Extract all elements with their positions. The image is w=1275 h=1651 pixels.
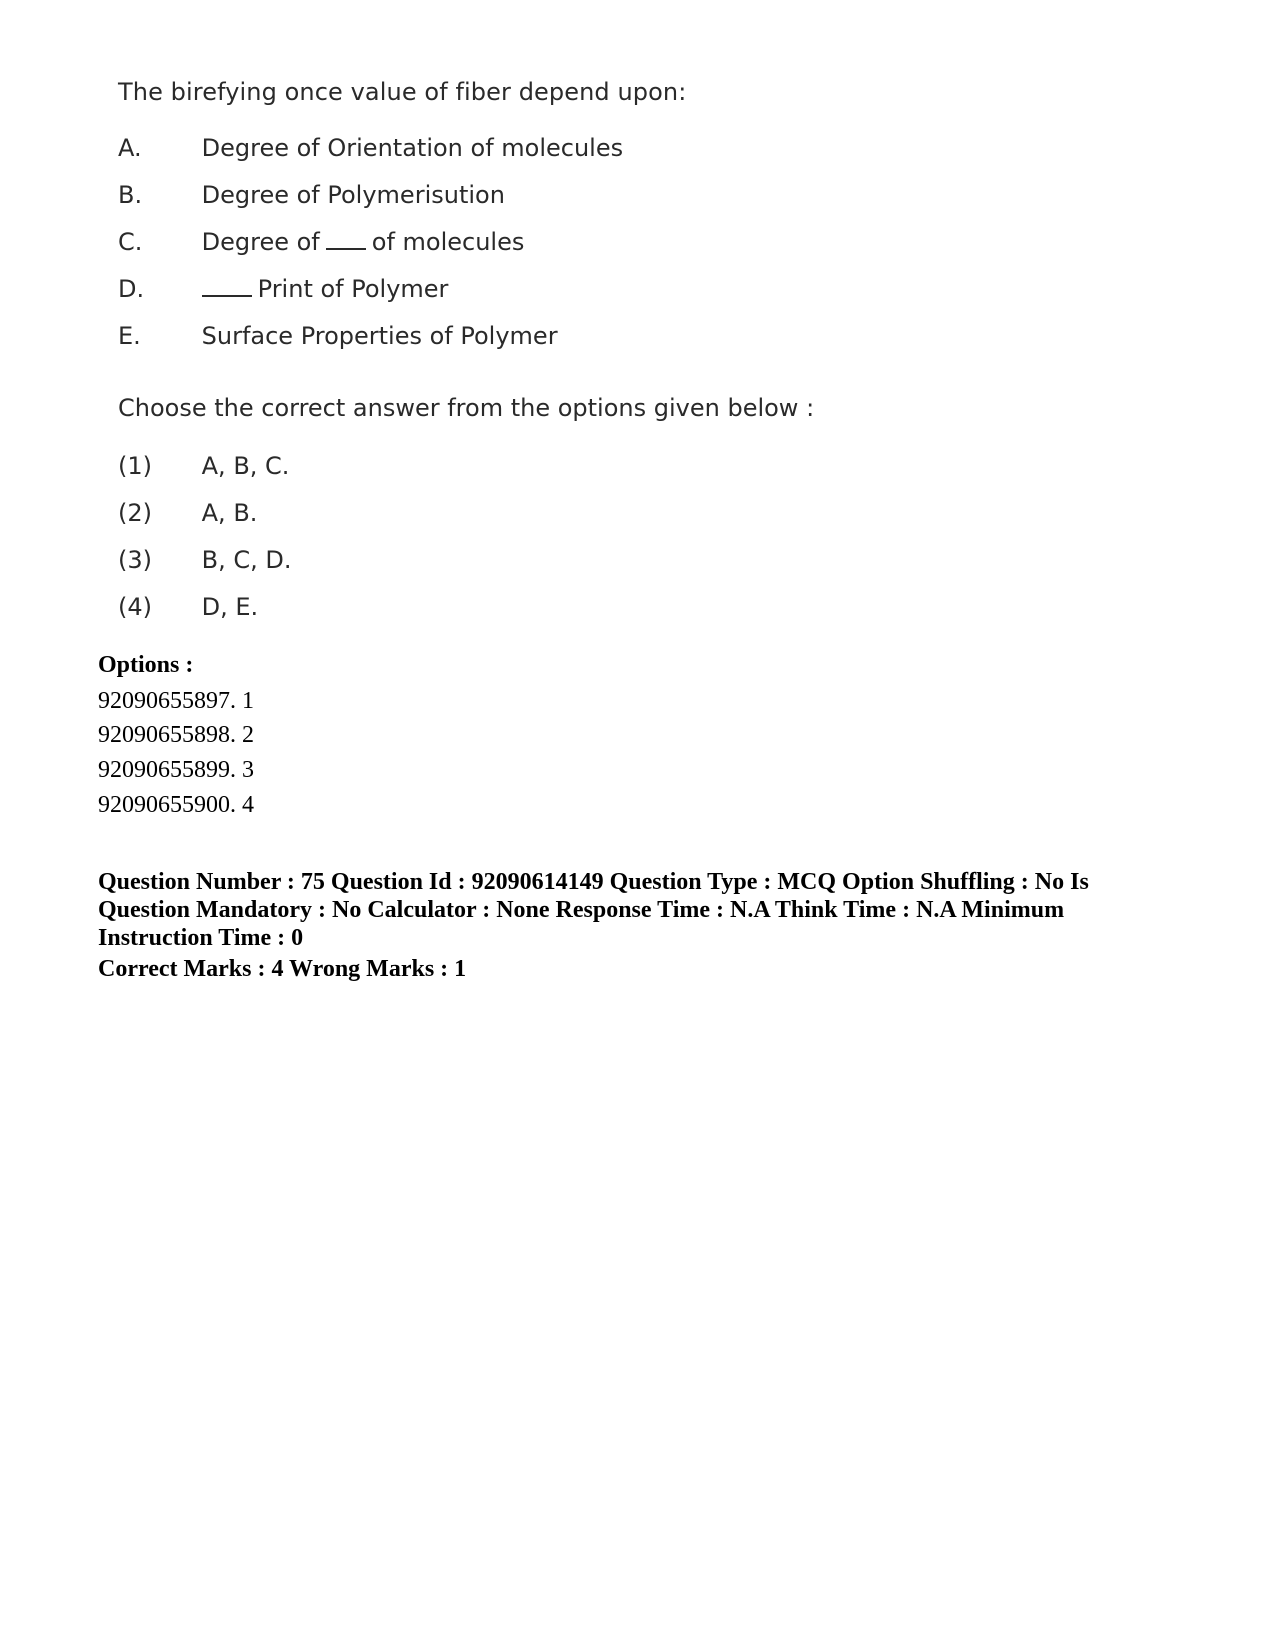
statement-c	[118, 228, 524, 256]
question-metadata: Question Number : 75 Question Id : 92090614149 Question Type : MCQ Option Shuffling : No Is Question Mandatory : No Calculator : None Response Time : N.A Think Time : N.A Minimum Instruction Time : 0	[98, 869, 1089, 951]
option-item: 92090655897. 1	[98, 688, 254, 714]
answer-choice-4	[118, 593, 258, 621]
statement-a	[118, 134, 623, 162]
answer-choice-1	[118, 452, 289, 480]
fill-blank	[202, 295, 252, 297]
option-item: 92090655899. 3	[98, 757, 254, 783]
question-image	[0, 0, 1275, 640]
answer-instruction: Choose the correct answer from the options given below :	[118, 394, 815, 422]
answer-number: (4)	[118, 593, 152, 621]
statement-text: Surface Properties of Polymer	[201, 322, 558, 350]
statement-e	[118, 322, 558, 350]
answer-choice-3	[118, 546, 292, 574]
answer-text: B, C, D.	[201, 546, 292, 574]
statement-text-after: of molecules	[371, 228, 525, 256]
answer-text: A, B, C.	[201, 452, 290, 480]
option-item: 92090655898. 2	[98, 722, 254, 748]
statement-letter: E.	[118, 322, 141, 350]
fill-blank	[326, 248, 366, 250]
question-stem: The birefying once value of fiber depend upon:	[118, 78, 687, 106]
statement-text: Degree of Polymerisution	[201, 181, 505, 209]
statement-text: Degree of Orientation of molecules	[201, 134, 624, 162]
statement-letter: D.	[118, 275, 145, 303]
answer-number: (1)	[118, 452, 152, 480]
answer-text: D, E.	[201, 593, 259, 621]
statement-text-before: Degree of	[201, 228, 320, 256]
question-marks: Correct Marks : 4 Wrong Marks : 1	[98, 956, 467, 982]
answer-choice-2	[118, 499, 257, 527]
answer-text: A, B.	[201, 499, 258, 527]
statement-letter: C.	[118, 228, 143, 256]
statement-letter: B.	[118, 181, 143, 209]
statement-letter: A.	[118, 134, 142, 162]
statement-text-after: Print of Polymer	[257, 275, 449, 303]
statement-d	[118, 275, 448, 303]
answer-number: (2)	[118, 499, 152, 527]
statement-b	[118, 181, 505, 209]
option-item: 92090655900. 4	[98, 792, 254, 818]
options-heading: Options :	[98, 652, 194, 678]
answer-number: (3)	[118, 546, 152, 574]
